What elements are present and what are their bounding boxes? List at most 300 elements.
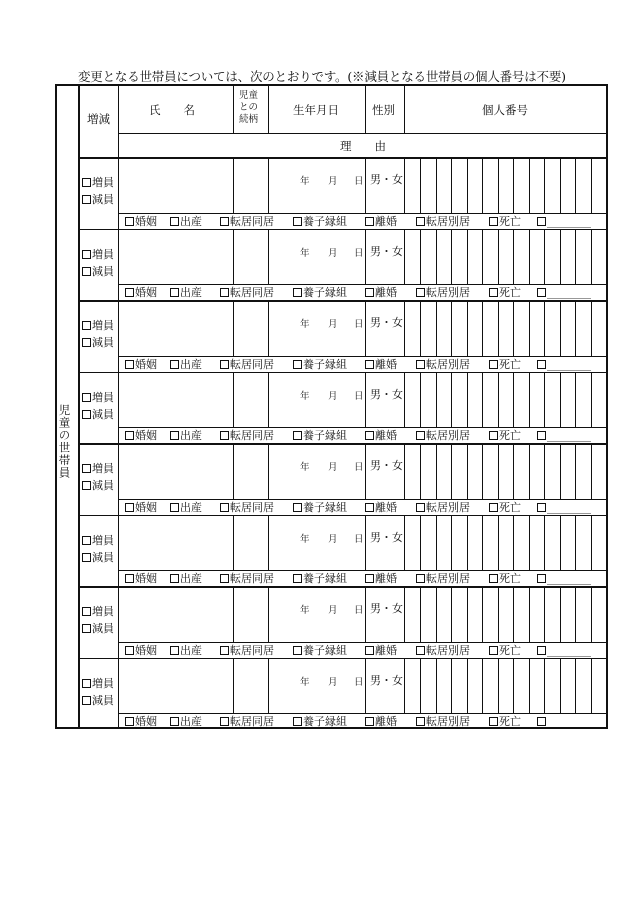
checkbox-label: 減員	[92, 193, 114, 206]
digit-line	[529, 157, 530, 213]
checkbox-icon[interactable]	[82, 267, 91, 276]
checkbox-icon[interactable]	[82, 250, 91, 259]
col-line	[365, 372, 366, 428]
checkbox-icon[interactable]	[82, 410, 91, 419]
col-line	[365, 229, 366, 285]
reason-checkbox[interactable]	[125, 430, 157, 441]
gender-options[interactable]: 男・女	[370, 602, 403, 615]
checkbox-icon[interactable]	[125, 717, 134, 726]
increase-checkbox[interactable]	[82, 463, 114, 474]
reason-checkbox[interactable]	[489, 645, 521, 656]
checkbox-icon[interactable]	[293, 717, 302, 726]
digit-line	[467, 372, 468, 428]
checkbox-label: 転居同居	[230, 643, 274, 657]
checkbox-label: 出産	[180, 214, 202, 228]
birth-month: 月	[328, 605, 338, 616]
col-line	[233, 443, 234, 499]
reason-other-checkbox[interactable]	[537, 502, 591, 513]
digit-line	[451, 300, 452, 356]
checkbox-label: 出産	[180, 572, 202, 585]
col-line	[233, 86, 234, 133]
digit-line	[420, 443, 421, 499]
reason-other-checkbox[interactable]	[537, 287, 591, 298]
digit-line	[529, 586, 530, 642]
checkbox-icon[interactable]	[365, 717, 374, 726]
digit-line	[560, 372, 561, 428]
reason-checkbox[interactable]	[125, 502, 157, 513]
checkbox-icon[interactable]	[293, 360, 302, 369]
col-line	[365, 443, 366, 499]
checkbox-icon[interactable]	[416, 503, 425, 512]
checkbox-label: 出産	[180, 357, 202, 371]
checkbox-icon[interactable]	[170, 503, 179, 512]
checkbox-icon[interactable]	[220, 646, 229, 655]
decrease-checkbox[interactable]	[82, 695, 114, 706]
checkbox-icon[interactable]	[416, 646, 425, 655]
checkbox-icon[interactable]	[365, 288, 374, 297]
checkbox-icon[interactable]	[365, 646, 374, 655]
checkbox-icon[interactable]	[82, 338, 91, 347]
reason-checkbox[interactable]	[293, 359, 347, 370]
digit-line	[544, 658, 545, 714]
row-line	[78, 658, 606, 660]
birth-day: 日	[354, 390, 364, 402]
checkbox-icon[interactable]	[125, 217, 134, 226]
checkbox-icon[interactable]	[537, 503, 546, 512]
checkbox-label: 死亡	[499, 286, 521, 299]
checkbox-icon[interactable]	[365, 503, 374, 512]
increase-checkbox[interactable]	[82, 177, 114, 188]
digit-line	[513, 515, 514, 571]
col-line	[233, 229, 234, 285]
reason-checkbox[interactable]	[220, 716, 274, 727]
birth-month: 月	[328, 676, 338, 688]
reason-checkbox[interactable]	[365, 716, 397, 727]
checkbox-label: 増員	[92, 176, 114, 189]
reason-other-checkbox[interactable]	[537, 573, 591, 584]
checkbox-label: 転居別居	[426, 214, 470, 228]
digit-line	[420, 586, 421, 642]
digit-line	[467, 229, 468, 285]
reason-checkbox[interactable]	[170, 430, 202, 441]
digit-line	[420, 658, 421, 714]
reason-checkbox[interactable]	[125, 573, 157, 584]
checkbox-icon[interactable]	[170, 431, 179, 440]
digit-line	[560, 658, 561, 714]
checkbox-label: 減員	[92, 407, 114, 421]
increase-checkbox[interactable]	[82, 320, 114, 331]
increase-checkbox[interactable]	[82, 535, 114, 546]
checkbox-icon[interactable]	[293, 574, 302, 583]
digit-line	[482, 443, 483, 499]
col-line	[268, 658, 269, 714]
digit-line	[498, 586, 499, 642]
checkbox-icon[interactable]	[82, 679, 91, 688]
reason-checkbox[interactable]	[416, 573, 470, 584]
digit-line	[544, 515, 545, 571]
checkbox-icon[interactable]	[125, 288, 134, 297]
birth-month: 月	[328, 247, 338, 259]
digit-line	[513, 443, 514, 499]
checkbox-label: 出産	[180, 500, 202, 514]
digit-line	[436, 300, 437, 356]
birth-day: 日	[354, 533, 364, 545]
checkbox-icon[interactable]	[220, 431, 229, 440]
checkbox-icon[interactable]	[170, 360, 179, 369]
reason-checkbox[interactable]	[489, 216, 521, 227]
decrease-checkbox[interactable]	[82, 552, 114, 563]
checkbox-icon[interactable]	[125, 574, 134, 583]
reason-checkbox[interactable]	[125, 716, 157, 727]
checkbox-icon[interactable]	[170, 717, 179, 726]
checkbox-icon[interactable]	[489, 574, 498, 583]
digit-line	[544, 586, 545, 642]
checkbox-label: 転居同居	[230, 214, 274, 228]
checkbox-icon[interactable]	[489, 217, 498, 226]
checkbox-icon[interactable]	[220, 288, 229, 297]
reason-checkbox[interactable]	[416, 359, 470, 370]
checkbox-icon[interactable]	[537, 217, 546, 226]
digit-line	[498, 300, 499, 356]
checkbox-label: 離婚	[375, 357, 397, 371]
checkbox-icon[interactable]	[489, 717, 498, 726]
header-relation-line: との	[239, 102, 259, 113]
digit-line	[529, 229, 530, 285]
col-line	[365, 157, 366, 213]
checkbox-icon[interactable]	[82, 178, 91, 187]
checkbox-label: 養子縁組	[303, 572, 347, 585]
checkbox-icon[interactable]	[537, 288, 546, 297]
reason-checkbox[interactable]	[489, 502, 521, 513]
digit-line	[498, 157, 499, 213]
col-line	[118, 229, 119, 301]
checkbox-icon[interactable]	[416, 717, 425, 726]
reason-checkbox[interactable]	[170, 216, 202, 227]
gender-options[interactable]: 男・女	[370, 459, 403, 472]
gender-options[interactable]: 男・女	[370, 673, 403, 687]
row-line	[78, 443, 606, 445]
checkbox-icon[interactable]	[293, 503, 302, 512]
reason-checkbox[interactable]	[220, 359, 274, 370]
birth-year: 年	[300, 533, 310, 545]
checkbox-icon[interactable]	[489, 431, 498, 440]
digit-line	[544, 372, 545, 428]
increase-checkbox[interactable]	[82, 678, 114, 689]
checkbox-icon[interactable]	[489, 646, 498, 655]
digit-line	[513, 658, 514, 714]
checkbox-icon[interactable]	[82, 607, 91, 616]
checkbox-icon[interactable]	[537, 646, 546, 655]
reason-checkbox[interactable]	[293, 573, 347, 584]
reason-checkbox[interactable]	[170, 645, 202, 656]
checkbox-icon[interactable]	[125, 503, 134, 512]
col-line	[118, 372, 119, 444]
col-line	[404, 443, 405, 499]
reason-checkbox[interactable]	[170, 716, 202, 727]
decrease-checkbox[interactable]	[82, 266, 114, 277]
checkbox-label: 転居別居	[426, 500, 470, 514]
gender-options[interactable]: 男・女	[370, 173, 403, 186]
increase-checkbox[interactable]	[82, 249, 114, 260]
col-line	[404, 586, 405, 642]
checkbox-label: 減員	[92, 622, 114, 635]
decrease-checkbox[interactable]	[82, 409, 114, 420]
reason-checkbox[interactable]	[293, 430, 347, 441]
checkbox-icon[interactable]	[416, 288, 425, 297]
reason-checkbox[interactable]	[293, 216, 347, 227]
reason-checkbox[interactable]	[125, 359, 157, 370]
reason-checkbox[interactable]	[125, 216, 157, 227]
checkbox-label: 死亡	[499, 715, 521, 728]
reason-other-checkbox[interactable]	[537, 216, 591, 227]
reason-checkbox[interactable]	[170, 502, 202, 513]
reason-checkbox[interactable]	[365, 430, 397, 441]
checkbox-label: 死亡	[499, 357, 521, 371]
birth-day: 日	[354, 247, 364, 259]
checkbox-icon[interactable]	[293, 646, 302, 655]
col-line	[268, 157, 269, 213]
reason-checkbox[interactable]	[416, 216, 470, 227]
checkbox-label: 婚姻	[135, 214, 157, 228]
header-relation-line: 児童	[239, 90, 259, 101]
checkbox-label: 離婚	[375, 500, 397, 514]
reason-checkbox[interactable]	[125, 287, 157, 298]
col-line	[118, 443, 119, 515]
checkbox-icon[interactable]	[365, 217, 374, 226]
checkbox-icon[interactable]	[293, 431, 302, 440]
checkbox-icon[interactable]	[537, 431, 546, 440]
digit-line	[451, 443, 452, 499]
checkbox-icon[interactable]	[82, 481, 91, 490]
header-relation-line: 続柄	[239, 114, 259, 125]
increase-checkbox[interactable]	[82, 392, 114, 403]
reason-checkbox[interactable]	[293, 645, 347, 656]
checkbox-label: 婚姻	[135, 357, 157, 371]
reason-checkbox[interactable]	[365, 502, 397, 513]
checkbox-icon[interactable]	[125, 360, 134, 369]
reason-checkbox[interactable]	[416, 430, 470, 441]
checkbox-icon[interactable]	[537, 574, 546, 583]
col-line	[268, 515, 269, 571]
checkbox-label: 離婚	[375, 643, 397, 657]
digit-line	[436, 515, 437, 571]
digit-line	[482, 586, 483, 642]
col-line	[404, 658, 405, 714]
reason-line	[118, 499, 606, 500]
reason-checkbox[interactable]	[489, 430, 521, 441]
reason-checkbox[interactable]	[365, 359, 397, 370]
checkbox-icon[interactable]	[82, 624, 91, 633]
digit-line	[575, 300, 576, 356]
checkbox-label: ________	[547, 572, 591, 585]
gender-options[interactable]: 男・女	[370, 244, 403, 258]
checkbox-label: 婚姻	[135, 286, 157, 299]
checkbox-label: 離婚	[375, 286, 397, 299]
col-line	[365, 658, 366, 714]
checkbox-label: ________	[547, 357, 591, 371]
digit-line	[560, 229, 561, 285]
checkbox-icon[interactable]	[82, 393, 91, 402]
digit-line	[467, 443, 468, 499]
checkbox-icon[interactable]	[82, 464, 91, 473]
digit-line	[482, 300, 483, 356]
reason-checkbox[interactable]	[416, 645, 470, 656]
digit-line	[467, 300, 468, 356]
reason-checkbox[interactable]	[489, 359, 521, 370]
checkbox-label: 転居別居	[426, 286, 470, 299]
checkbox-icon[interactable]	[537, 360, 546, 369]
digit-line	[451, 229, 452, 285]
header-reason: 理 由	[340, 139, 386, 153]
checkbox-icon[interactable]	[82, 321, 91, 330]
reason-checkbox[interactable]	[365, 573, 397, 584]
checkbox-label: 転居同居	[230, 500, 274, 514]
checkbox-icon[interactable]	[293, 288, 302, 297]
reason-checkbox[interactable]	[220, 645, 274, 656]
digit-line	[560, 515, 561, 571]
checkbox-label: 離婚	[375, 429, 397, 442]
reason-checkbox[interactable]	[416, 716, 470, 727]
digit-line	[575, 586, 576, 642]
gender-options[interactable]: 男・女	[370, 316, 403, 329]
reason-checkbox[interactable]	[170, 287, 202, 298]
row-line	[78, 157, 606, 159]
checkbox-label: 減員	[92, 336, 114, 349]
digit-line	[420, 515, 421, 571]
checkbox-icon[interactable]	[365, 360, 374, 369]
reason-checkbox[interactable]	[170, 359, 202, 370]
checkbox-label: 減員	[92, 479, 114, 492]
col-line	[118, 86, 119, 157]
col-line	[365, 586, 366, 642]
birth-day: 日	[354, 462, 364, 473]
checkbox-icon[interactable]	[125, 431, 134, 440]
checkbox-icon[interactable]	[220, 360, 229, 369]
increase-checkbox[interactable]	[82, 606, 114, 617]
reason-checkbox[interactable]	[170, 573, 202, 584]
gender-options[interactable]: 男・女	[370, 530, 403, 544]
reason-checkbox[interactable]	[365, 216, 397, 227]
col-line	[404, 515, 405, 571]
checkbox-icon[interactable]	[220, 574, 229, 583]
birth-year: 年	[300, 247, 310, 259]
checkbox-icon[interactable]	[82, 195, 91, 204]
gender-options[interactable]: 男・女	[370, 387, 403, 401]
reason-checkbox[interactable]	[125, 645, 157, 656]
digit-line	[436, 443, 437, 499]
digit-line	[451, 157, 452, 213]
decrease-checkbox[interactable]	[82, 623, 114, 634]
reason-checkbox[interactable]	[489, 287, 521, 298]
decrease-checkbox[interactable]	[82, 480, 114, 491]
checkbox-icon[interactable]	[416, 574, 425, 583]
checkbox-icon[interactable]	[293, 217, 302, 226]
reason-checkbox[interactable]	[220, 430, 274, 441]
reason-checkbox[interactable]	[293, 716, 347, 727]
reason-checkbox[interactable]	[489, 573, 521, 584]
reason-checkbox[interactable]	[220, 287, 274, 298]
reason-checkbox[interactable]	[365, 287, 397, 298]
digit-line	[529, 300, 530, 356]
checkbox-icon[interactable]	[220, 217, 229, 226]
reason-checkbox[interactable]	[489, 716, 521, 727]
birth-year: 年	[300, 319, 310, 330]
reason-other-checkbox[interactable]	[537, 359, 591, 370]
checkbox-icon[interactable]	[170, 574, 179, 583]
checkbox-icon[interactable]	[489, 288, 498, 297]
checkbox-icon[interactable]	[489, 360, 498, 369]
checkbox-icon[interactable]	[170, 217, 179, 226]
reason-checkbox[interactable]	[220, 216, 274, 227]
decrease-checkbox[interactable]	[82, 194, 114, 205]
reason-checkbox[interactable]	[220, 573, 274, 584]
digit-line	[498, 658, 499, 714]
checkbox-label: ________	[547, 715, 591, 728]
reason-checkbox[interactable]	[416, 287, 470, 298]
col-line	[233, 658, 234, 714]
checkbox-label: 死亡	[499, 500, 521, 514]
checkbox-icon[interactable]	[365, 574, 374, 583]
checkbox-icon[interactable]	[82, 553, 91, 562]
birth-day: 日	[354, 319, 364, 330]
checkbox-icon[interactable]	[365, 431, 374, 440]
col-line	[404, 372, 405, 428]
digit-line	[451, 515, 452, 571]
checkbox-icon[interactable]	[416, 217, 425, 226]
col-line	[404, 86, 405, 133]
birth-day: 日	[354, 676, 364, 688]
checkbox-icon[interactable]	[220, 503, 229, 512]
checkbox-icon[interactable]	[170, 288, 179, 297]
checkbox-icon[interactable]	[537, 717, 546, 726]
digit-line	[420, 300, 421, 356]
checkbox-label: ________	[547, 643, 591, 657]
checkbox-icon[interactable]	[82, 536, 91, 545]
reason-other-checkbox[interactable]	[537, 645, 591, 656]
birth-day: 日	[354, 605, 364, 616]
digit-line	[482, 515, 483, 571]
digit-line	[513, 157, 514, 213]
checkbox-icon[interactable]	[220, 717, 229, 726]
reason-other-checkbox[interactable]	[537, 430, 591, 441]
checkbox-label: 婚姻	[135, 500, 157, 514]
reason-checkbox[interactable]	[365, 645, 397, 656]
reason-checkbox[interactable]	[416, 502, 470, 513]
checkbox-icon[interactable]	[489, 503, 498, 512]
col-line	[118, 515, 119, 587]
checkbox-icon[interactable]	[170, 646, 179, 655]
reason-checkbox[interactable]	[293, 502, 347, 513]
birth-day: 日	[354, 176, 364, 187]
checkbox-label: 死亡	[499, 429, 521, 442]
checkbox-icon[interactable]	[416, 431, 425, 440]
decrease-checkbox[interactable]	[82, 337, 114, 348]
checkbox-label: 婚姻	[135, 572, 157, 585]
checkbox-icon[interactable]	[125, 646, 134, 655]
checkbox-icon[interactable]	[416, 360, 425, 369]
checkbox-icon[interactable]	[82, 696, 91, 705]
reason-checkbox[interactable]	[293, 287, 347, 298]
checkbox-label: 転居同居	[230, 429, 274, 442]
checkbox-label: ________	[547, 429, 591, 442]
reason-other-checkbox[interactable]	[537, 716, 591, 727]
reason-checkbox[interactable]	[220, 502, 274, 513]
birth-year: 年	[300, 676, 310, 688]
checkbox-label: 離婚	[375, 214, 397, 228]
section-label: 児童の世帯員	[57, 404, 72, 479]
digit-line	[591, 229, 592, 285]
col-line	[233, 586, 234, 642]
